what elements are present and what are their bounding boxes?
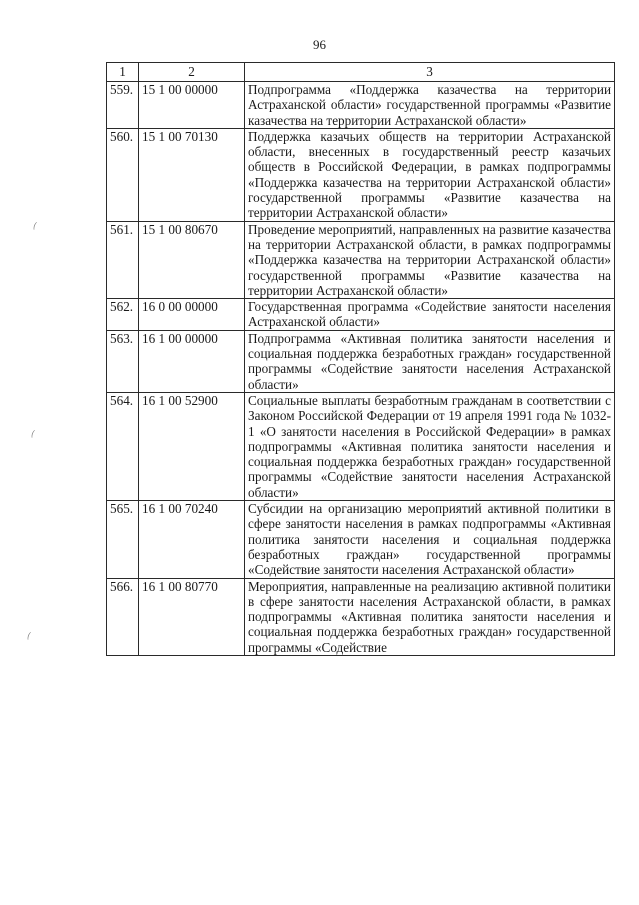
row-code: 16 1 00 52900 [139,392,245,500]
row-description: Субсидии на организацию мероприятий активной политики в сфере занятости населения в рамках подпрограммы «Активная политика занятости населения и социальная поддержка безработных граждан» государственной программы «Содействие занятости населения Астраханской области» [245,501,615,578]
row-description: Поддержка казачьих обществ на территории Астраханской области, внесенных в государственный реестр казачьих обществ в Российской Федерации, в рамках подпрограммы «Поддержка казачества на территории Астраханской области» государственной программы «Развитие казачества на территории Астраханской области» [245,128,615,221]
row-number: 565. [107,501,139,578]
table-row [107,501,615,578]
budget-classification-table [106,62,615,656]
row-number: 562. [107,299,139,331]
table-row [107,392,615,500]
row-code: 16 1 00 00000 [139,330,245,392]
row-description: Подпрограмма «Активная политика занятости населения и социальная поддержка безработных граждан» государственной программы «Содействие занятости населения Астраханской области» [245,330,615,392]
row-number: 566. [107,578,139,655]
column-header-number: 1 [107,63,139,82]
row-number: 564. [107,392,139,500]
margin-mark: ⁀ [31,430,44,441]
row-description: Социальные выплаты безработным гражданам в соответствии с Законом Российской Федерации от 19 апреля 1991 года № 1032-1 «О занятости населения в Российской Федерации» в рамках подпрограммы «Активная политика занятости населения и социальная поддержка безработных граждан» государственной программы «Содействие занятости населения Астраханской области» [245,392,615,500]
row-number: 563. [107,330,139,392]
page-number: 96 [313,37,326,52]
row-description: Мероприятия, направленные на реализацию активной политики в сфере занятости населения Астраханской области, в рамках подпрограммы «Активная политика занятости населения и социальная поддержка безработных граждан» государственной программы «Содействие [245,578,615,655]
table-row [107,330,615,392]
row-description: Проведение мероприятий, направленных на развитие казачества на территории Астраханской области, в рамках подпрограммы «Поддержка казачества на территории Астраханской области» государственной программы «Развитие казачества на территории Астраханской области» [245,221,615,298]
row-code: 15 1 00 80670 [139,221,245,298]
row-number: 561. [107,221,139,298]
row-number: 559. [107,82,139,129]
row-description: Подпрограмма «Поддержка казачества на территории Астраханской области» государственной программы «Развитие казачества на территории Астраханской области» [245,82,615,129]
table-row [107,578,615,655]
row-code: 16 0 00 00000 [139,299,245,331]
row-code: 15 1 00 00000 [139,82,245,129]
table-row [107,82,615,129]
table-row [107,221,615,298]
table-row [107,128,615,221]
row-code: 15 1 00 70130 [139,128,245,221]
row-code: 16 1 00 70240 [139,501,245,578]
column-header-code: 2 [139,63,245,82]
table-header-row [107,63,615,82]
row-code: 16 1 00 80770 [139,578,245,655]
table-row [107,299,615,331]
column-header-description: 3 [245,63,615,82]
row-number: 560. [107,128,139,221]
margin-mark: ⁀ [27,632,40,643]
margin-mark: ⁀ [33,222,46,233]
row-description: Государственная программа «Содействие занятости населения Астраханской области» [245,299,615,331]
